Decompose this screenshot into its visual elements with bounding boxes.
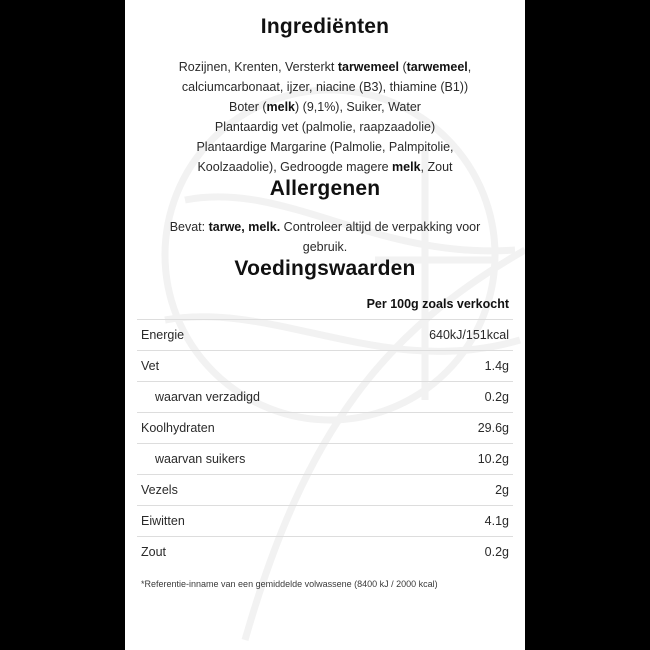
plain-text: Plantaardig vet (palmolie, raapzaadolie)	[214, 120, 436, 134]
nutrition-row-value: 4.1g	[309, 506, 513, 537]
nutrition-header-row	[137, 297, 513, 320]
nutrition-row	[137, 413, 513, 444]
nutrition-row-value: 0.2g	[309, 537, 513, 568]
text-line	[143, 77, 507, 97]
nutrition-table-body	[137, 320, 513, 568]
nutrition-table-head	[137, 297, 513, 320]
nutrition-row	[137, 351, 513, 382]
nutrition-row-label: waarvan verzadigd	[137, 382, 309, 413]
nutrition-row	[137, 320, 513, 351]
nutrition-heading: Voedingswaarden	[234, 257, 416, 280]
emphasised-text: tarwemeel	[406, 60, 468, 74]
text-line	[143, 57, 507, 77]
text-line	[143, 137, 507, 157]
emphasised-text: tarwe, melk.	[208, 220, 281, 234]
plain-text: ,	[467, 60, 472, 74]
text-line	[145, 217, 505, 237]
nutrition-row-label: Eiwitten	[137, 506, 309, 537]
allergens-heading: Allergenen	[269, 177, 381, 200]
nutrition-column-header: Per 100g zoals verkocht	[366, 297, 509, 311]
nutrition-row-value: 640kJ/151kcal	[309, 320, 513, 351]
plain-text: Koolzaadolie), Gedroogde magere	[197, 160, 393, 174]
nutrition-row-value: 1.4g	[309, 351, 513, 382]
plain-text: Rozijnen, Krenten, Versterkt	[178, 60, 338, 74]
nutrition-row	[137, 506, 513, 537]
text-line	[143, 157, 507, 177]
emphasised-text: melk	[392, 160, 421, 174]
nutrition-row-label: Vet	[137, 351, 309, 382]
nutrition-blank-header	[137, 297, 309, 320]
nutrition-row	[137, 537, 513, 568]
plain-text: Plantaardige Margarine (Palmolie, Palmpitolie,	[196, 140, 454, 154]
nutrition-row-label: waarvan suikers	[137, 444, 309, 475]
text-line	[145, 237, 505, 257]
allergens-text	[145, 217, 505, 257]
plain-text: (	[398, 60, 407, 74]
nutrition-row-value: 2g	[309, 475, 513, 506]
plain-text: gebruik.	[302, 240, 348, 254]
plain-text: , Zout	[420, 160, 453, 174]
nutrition-table	[137, 297, 513, 567]
nutrition-row-value: 29.6g	[309, 413, 513, 444]
emphasised-text: melk	[266, 100, 296, 114]
nutrition-row	[137, 382, 513, 413]
nutrition-footnote: *Referentie-inname van een gemiddelde volwassene (8400 kJ / 2000 kcal)	[141, 579, 438, 589]
nutrition-row	[137, 444, 513, 475]
nutrition-row-value: 10.2g	[309, 444, 513, 475]
nutrition-row-label: Energie	[137, 320, 309, 351]
text-line	[143, 97, 507, 117]
nutrition-row	[137, 475, 513, 506]
nutrition-row-value: 0.2g	[309, 382, 513, 413]
nutrition-row-label: Zout	[137, 537, 309, 568]
emphasised-text: tarwemeel	[337, 60, 399, 74]
ingredients-text	[143, 57, 507, 177]
text-line	[143, 117, 507, 137]
ingredients-heading: Ingrediënten	[260, 15, 390, 38]
nutrition-row-label: Koolhydraten	[137, 413, 309, 444]
plain-text: ) (9,1%), Suiker, Water	[295, 100, 421, 114]
plain-text: Boter (	[229, 100, 267, 114]
plain-text: calciumcarbonaat, ijzer, niacine (B3), thiamine (B1))	[181, 80, 469, 94]
plain-text: Controleer altijd de verpakking voor	[280, 220, 481, 234]
plain-text: Bevat:	[169, 220, 209, 234]
label-content	[125, 0, 525, 589]
nutrition-row-label: Vezels	[137, 475, 309, 506]
label-sheet	[125, 0, 525, 650]
